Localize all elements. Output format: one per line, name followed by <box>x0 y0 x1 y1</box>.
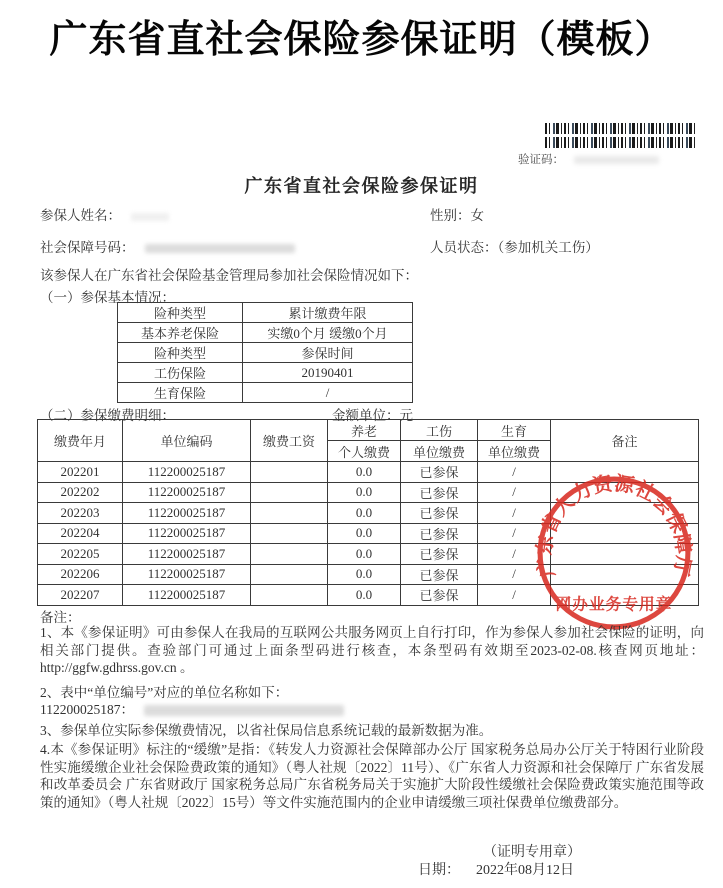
col-header-injury: 工伤 <box>401 420 478 441</box>
notes-label: 备注： <box>40 610 81 625</box>
date-line <box>418 859 574 879</box>
table-cell: 0.0 <box>328 585 401 606</box>
certificate-title: 广东省直社会保险参保证明 <box>244 176 479 196</box>
status-field <box>430 236 599 256</box>
name-value-redacted <box>131 213 169 221</box>
ssn-value-redacted <box>145 244 295 253</box>
table-cell: 202205 <box>38 544 123 565</box>
page-title: 广东省直社会保险参保证明（模板） <box>49 19 674 61</box>
table-row <box>118 363 413 383</box>
table-cell: 已参保 <box>401 544 478 565</box>
seal-note: （证明专用章） <box>483 845 581 860</box>
col-subheader-unit-pay-maternity: 单位缴费 <box>478 441 551 462</box>
note-3: 3、参保单位实际参保缴费情况，以省社保局信息系统记载的最新数据为准。 <box>40 723 493 738</box>
note-2: 2、表中“单位编号”对应的单位名称如下： <box>40 685 289 700</box>
table-cell: 202202 <box>38 482 123 503</box>
table-cell: 险种类型 <box>118 303 243 323</box>
col-subheader-personal-pay: 个人缴费 <box>328 441 401 462</box>
table-cell: 112200025187 <box>123 462 251 483</box>
table-cell: 已参保 <box>401 482 478 503</box>
table-cell: 202201 <box>38 462 123 483</box>
table-cell: 已参保 <box>401 462 478 483</box>
table-row <box>118 323 413 343</box>
table-cell: 参保时间 <box>243 343 413 363</box>
table-cell: 112200025187 <box>123 585 251 606</box>
col-header-year: 缴费年月 <box>38 420 123 462</box>
table-cell: 202207 <box>38 585 123 606</box>
table-row <box>118 303 413 323</box>
table-cell: 112200025187 <box>123 503 251 524</box>
ssn-label: 社会保障号码： <box>40 240 135 255</box>
table-cell: 已参保 <box>401 585 478 606</box>
date-value: 2022年08月12日 <box>476 863 574 878</box>
ssn-field <box>40 236 295 256</box>
table-cell: / <box>478 564 551 585</box>
table-cell: 202206 <box>38 564 123 585</box>
verification-code-label: 验证码： <box>518 154 564 166</box>
name-field <box>40 204 169 224</box>
status-label: 人员状态： <box>430 240 498 255</box>
table-cell <box>251 544 328 565</box>
table-cell <box>251 462 328 483</box>
table-cell: / <box>478 503 551 524</box>
table-cell: 202203 <box>38 503 123 524</box>
table-cell: 0.0 <box>328 503 401 524</box>
table-cell: 20190401 <box>243 363 413 383</box>
svg-text:广东省人力资源社会保障厅 <box>533 472 695 579</box>
table-cell: 累计缴费年限 <box>243 303 413 323</box>
table-row <box>118 343 413 363</box>
basic-info-table <box>117 302 413 403</box>
table-cell: 202204 <box>38 523 123 544</box>
red-official-stamp <box>533 472 695 634</box>
col-header-unit-code: 单位编码 <box>123 420 251 462</box>
table-cell: 0.0 <box>328 544 401 565</box>
table-cell: 已参保 <box>401 523 478 544</box>
header-row <box>38 420 699 441</box>
col-header-salary: 缴费工资 <box>251 420 328 462</box>
table-cell <box>251 523 328 544</box>
col-header-remark: 备注 <box>551 420 699 462</box>
table-cell: 基本养老保险 <box>118 323 243 343</box>
barcode-block <box>518 123 697 167</box>
section1-heading: （一）参保基本情况： <box>40 290 175 305</box>
note-1: 1、本《参保证明》可由参保人在我局的互联网公共服务网页上自行打印，作为参保人参加社会保险的证明，向相关部门提供。查验部门可通过上面条型码进行核查，本条型码有效期至2023-02-08.核查网页地址：http://ggfw.gdhrss.gov.cn 。 <box>40 625 704 675</box>
table-cell: / <box>478 523 551 544</box>
unit-code-text: 112200025187： <box>40 702 134 717</box>
intro-text: 该参保人在广东省社会保险基金管理局参加社会保险情况如下： <box>40 268 418 283</box>
barcode-icon <box>545 123 697 134</box>
barcode-icon <box>545 137 697 148</box>
col-subheader-unit-pay-injury: 单位缴费 <box>401 441 478 462</box>
table-cell: / <box>478 482 551 503</box>
table-cell: 112200025187 <box>123 482 251 503</box>
table-row <box>118 383 413 403</box>
date-label: 日期： <box>418 863 460 878</box>
table-cell: 0.0 <box>328 564 401 585</box>
gender-field <box>430 204 484 224</box>
table-cell: 112200025187 <box>123 523 251 544</box>
unit-name-redacted <box>144 705 344 716</box>
table-cell <box>251 564 328 585</box>
table-cell: 112200025187 <box>123 544 251 565</box>
table-cell: 112200025187 <box>123 564 251 585</box>
col-header-maternity: 生育 <box>478 420 551 441</box>
table-cell: 工伤保险 <box>118 363 243 383</box>
table-cell: 0.0 <box>328 523 401 544</box>
table-cell: 已参保 <box>401 564 478 585</box>
table-cell: 0.0 <box>328 462 401 483</box>
table-cell: / <box>243 383 413 403</box>
stamp-arc-text: 广东省人力资源社会保障厅 <box>533 472 695 580</box>
table-cell: / <box>478 585 551 606</box>
col-header-pension: 养老 <box>328 420 401 441</box>
table-cell: 0.0 <box>328 482 401 503</box>
section2-heading: （二）参保缴费明细： <box>40 408 175 423</box>
amount-unit-note: 金额单位：元 <box>332 408 413 423</box>
status-value: （参加机关工伤） <box>497 240 599 255</box>
gender-label: 性别： <box>430 208 471 223</box>
table-cell <box>251 482 328 503</box>
note-2-unit-line <box>40 701 704 719</box>
stamp-bottom-text: 网办业务专用章 <box>555 596 673 614</box>
gender-value: 女 <box>470 208 484 223</box>
verification-code-redacted <box>574 156 659 164</box>
table-cell <box>251 503 328 524</box>
table-cell: / <box>478 462 551 483</box>
verification-code-line <box>518 151 697 167</box>
table-cell: 实缴0个月 缓缴0个月 <box>243 323 413 343</box>
table-cell: / <box>478 544 551 565</box>
name-label: 参保人姓名： <box>40 208 121 223</box>
note-4: 4.本《参保证明》标注的“缓缴”是指：《转发人力资源社会保障部办公厅 国家税务总局办公厅关于特困行业阶段性实施缓缴企业社会保险费政策的通知》（粤人社规〔2022〕11号）、《广东省人力资源和社会保障厅 广东省发展和改革委员会 广东省财政厅 国家税务总局广东省税务局关于实施扩大阶段性缓缴社会保险费政策实施范围等政策的通知》（粤人社规〔2022〕15号）等文件实施范围内的企业申请缓缴三项社保费单位缴费部分。 <box>40 742 704 810</box>
table-cell: 已参保 <box>401 503 478 524</box>
table-cell: 险种类型 <box>118 343 243 363</box>
table-cell <box>251 585 328 606</box>
table-cell: 生育保险 <box>118 383 243 403</box>
